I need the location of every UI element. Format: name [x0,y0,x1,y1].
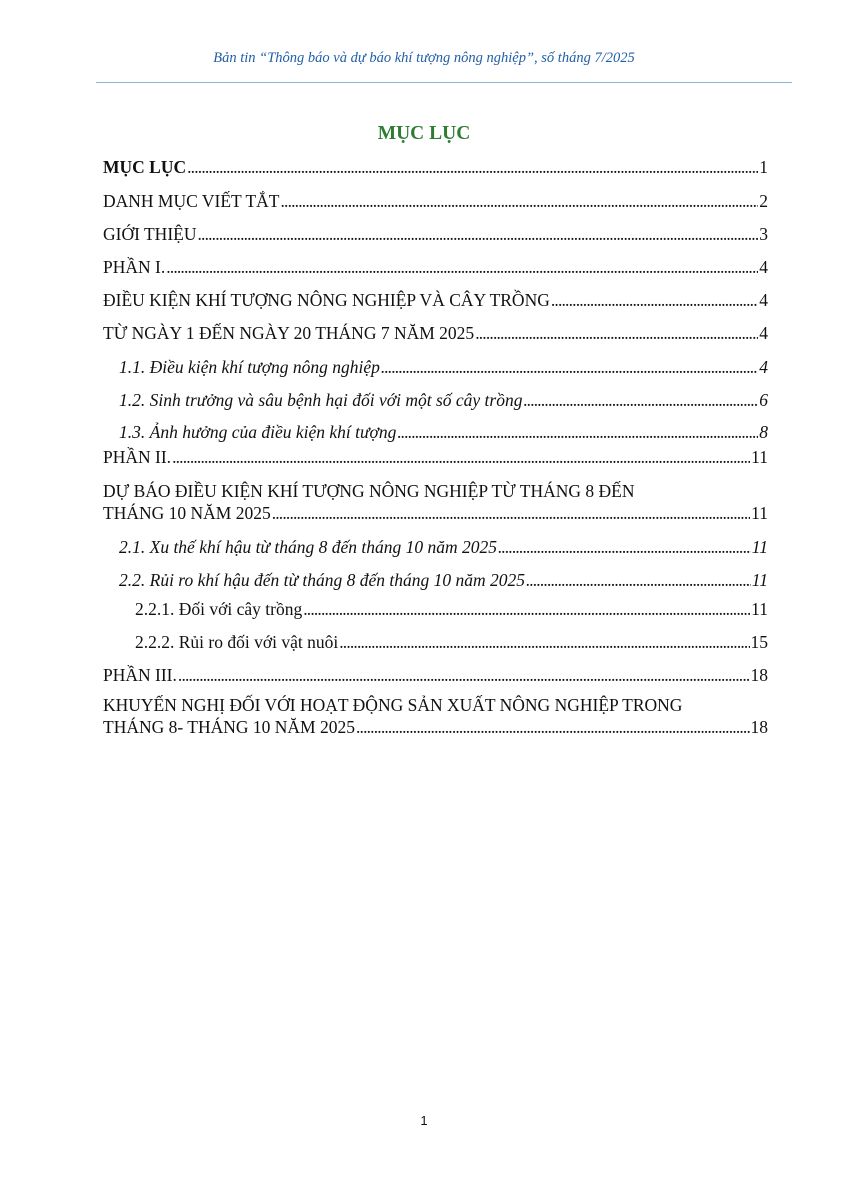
toc-entry-page: 4 [759,323,768,343]
toc-entry-2-1[interactable] [103,536,768,558]
toc-entry-page: 15 [750,632,768,652]
toc-entry-label: 2.2.2. Rủi ro đối với vật nuôi [135,632,339,652]
header-divider [96,82,792,83]
toc-entry-label: DANH MỤC VIẾT TẮT [103,191,280,211]
leader-dots [166,256,758,278]
toc-entry-2-2[interactable] [103,569,768,591]
toc-entry-danh-muc-viet-tat[interactable] [103,190,768,212]
toc-entry-label: 2.2.1. Đối với cây trồng [135,599,303,619]
toc-entry-label: 1.1. Điều kiện khí tượng nông nghiệp [119,357,380,377]
toc-entry-page: 1 [759,157,768,177]
toc-entry-1-1[interactable] [103,356,768,378]
toc-title: MỤC LỤC [377,123,471,144]
toc-entry-label: TỪ NGÀY 1 ĐẾN NGÀY 20 THÁNG 7 NĂM 2025 [103,323,475,343]
leader-dots [523,389,758,411]
toc-entry-page: 18 [750,717,768,737]
leader-dots [526,569,751,591]
leader-dots [272,502,750,524]
toc-entry-label: PHẦN I. [103,257,166,277]
toc-entry-muc-luc[interactable] [103,156,768,178]
page-number: 1 [420,1113,428,1128]
leader-dots [303,598,750,620]
toc-entry-label: GIỚI THIỆU [103,224,197,244]
toc-entry-label: MỤC LỤC [103,157,187,177]
toc-entry-page: 18 [750,665,768,685]
toc-entry-gioi-thieu[interactable] [103,223,768,245]
toc-entry-page: 2 [759,191,768,211]
toc-entry-label-line1: DỰ BÁO ĐIỀU KIỆN KHÍ TƯỢNG NÔNG NGHIỆP TỪ THÁNG 8 ĐẾN [103,481,635,501]
toc-entry-2-2-1[interactable] [103,598,768,620]
toc-entry-page: 11 [751,570,768,590]
toc-entry-label-line1: KHUYẾN NGHỊ ĐỐI VỚI HOẠT ĐỘNG SẢN XUẤT NÔNG NGHIỆP TRONG [103,695,683,715]
toc-entry-label: THÁNG 8- THÁNG 10 NĂM 2025 [103,717,355,737]
toc-entry-page: 4 [759,357,768,377]
toc-entry-page: 4 [759,257,768,277]
leader-dots [498,536,751,558]
toc-entry-2-2-2[interactable] [103,631,768,653]
toc-entry-label: THÁNG 10 NĂM 2025 [103,503,271,523]
toc-entry-label: 1.3. Ảnh hưởng của điều kiện khí tượng [119,422,397,442]
leader-dots [551,289,758,311]
toc-entry-page: 3 [759,224,768,244]
leader-dots [475,322,758,344]
toc-entry-label: 1.2. Sinh trưởng và sâu bệnh hại đối với một số cây trồng [119,390,523,410]
toc-entry-page: 11 [751,447,768,467]
leader-dots [356,716,750,738]
toc-entry-phan-3[interactable] [103,664,768,686]
toc-entry-page: 6 [759,390,768,410]
toc-entry-1-2[interactable] [103,389,768,411]
toc-entry-phan-2[interactable] [103,446,768,468]
leader-dots [339,631,749,653]
toc-entry-page: 4 [759,290,768,310]
leader-dots [197,223,758,245]
toc-entry-label: 2.2. Rủi ro khí hậu đến từ tháng 8 đến tháng 10 năm 2025 [119,570,526,590]
toc-entry-page: 11 [751,503,768,523]
toc-entry-label: 2.1. Xu thế khí hậu từ tháng 8 đến tháng 10 năm 2025 [119,537,497,557]
toc-entry-du-bao[interactable] [103,480,768,524]
leader-dots [172,446,750,468]
toc-entry-page: 11 [751,537,768,557]
toc-entry-label: PHẦN III. [103,665,177,685]
toc-entry-page: 11 [751,599,768,619]
toc-entry-phan-1[interactable] [103,256,768,278]
toc-entry-khuyen-nghi[interactable] [103,694,768,738]
running-header: Bản tin “Thông báo và dự báo khí tượng nông nghiệp”, số tháng 7/2025 [213,50,635,66]
toc-entry-label: PHẦN II. [103,447,172,467]
leader-dots [397,421,758,443]
toc-entry-tu-ngay-1[interactable] [103,322,768,344]
leader-dots [280,190,758,212]
leader-dots [178,664,750,686]
toc-entry-label: ĐIỀU KIỆN KHÍ TƯỢNG NÔNG NGHIỆP VÀ CÂY TRỒNG [103,290,550,310]
leader-dots [381,356,758,378]
toc-entry-page: 8 [759,422,768,442]
toc-entry-dieu-kien-khi-tuong[interactable] [103,289,768,311]
toc-entry-1-3[interactable] [103,421,768,443]
leader-dots [187,156,758,178]
